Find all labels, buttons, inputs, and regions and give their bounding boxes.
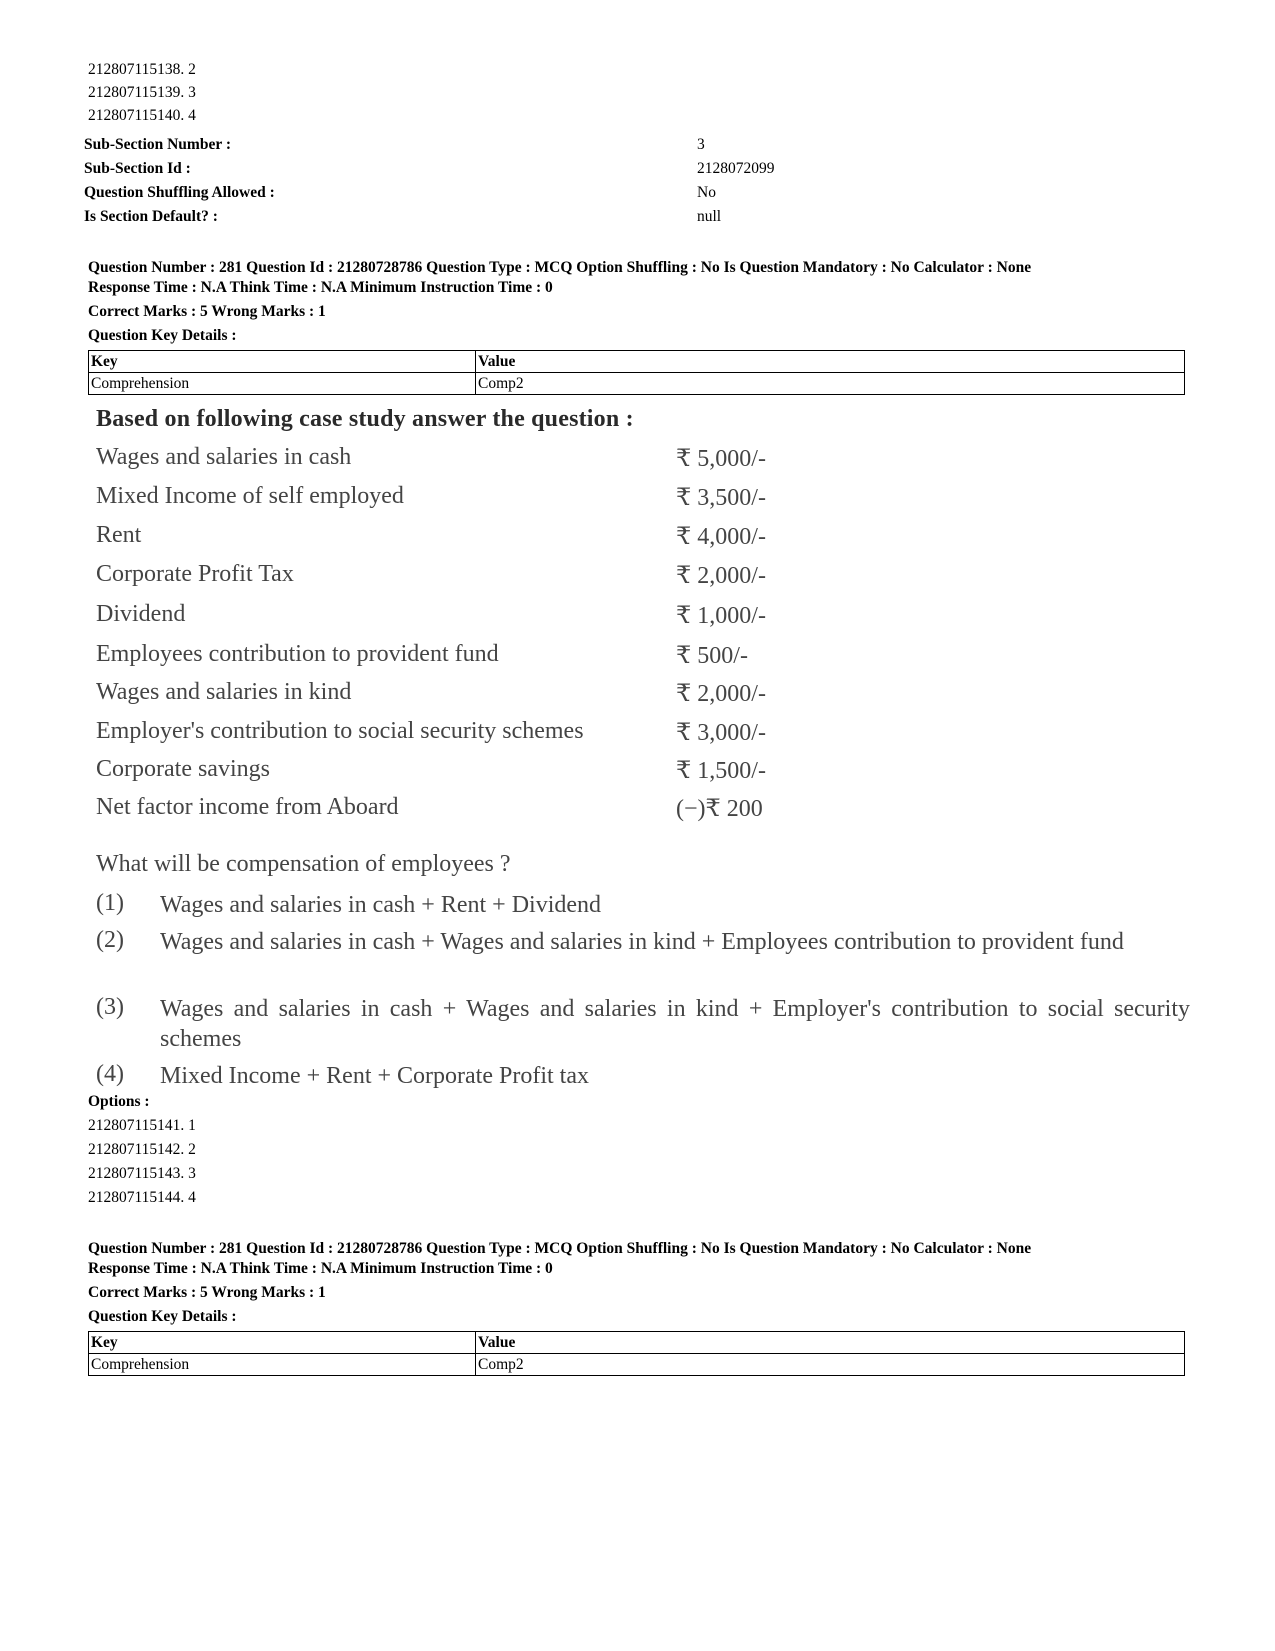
case-item-label: Employees contribution to provident fund [96,641,499,667]
q2-key-table [88,1331,1185,1376]
choice-text: Wages and salaries in cash + Wages and salaries in kind + Employees contribution to provident fund [160,929,1124,955]
section-default-value: null [697,208,722,225]
prev-option-1: 212807115138. 2 [88,61,196,78]
q2-row-key: Comprehension [89,1354,476,1376]
q1-key-table-row [89,373,1185,395]
case-item-amount: ₹ 5,000/- [676,446,766,472]
case-question: What will be compensation of employees ? [96,851,511,877]
case-item-amount: ₹ 2,000/- [676,563,766,589]
q1-value-col: Value [476,351,1185,373]
q2-key-table-header [89,1332,1185,1354]
case-item-label: Employer's contribution to social security schemes [96,718,584,744]
case-item-label: Wages and salaries in cash [96,444,352,470]
case-item-amount: ₹ 3,500/- [676,485,766,511]
case-item-label: Mixed Income of self employed [96,483,404,509]
q2-key-col: Key [89,1332,476,1354]
case-item-label: Corporate Profit Tax [96,561,294,587]
q1-key-table-header [89,351,1185,373]
options-label: Options : [88,1093,150,1110]
option-1: 212807115141. 1 [88,1117,196,1134]
choice-number: (3) [96,994,124,1020]
case-item-amount: ₹ 2,000/- [676,681,766,707]
question-shuffling-label: Question Shuffling Allowed : [84,184,275,201]
choice-text: Wages and salaries in cash + Rent + Dividend [160,892,602,918]
section-default-label: Is Section Default? : [84,208,218,225]
case-item-amount: ₹ 1,000/- [676,603,766,629]
q1-header-line1: Question Number : 281 Question Id : 21280728786 Question Type : MCQ Option Shuffling : No Is Question Mandatory : No Calculator : None [88,259,1032,276]
q1-key-table [88,350,1185,395]
q1-key-details-label: Question Key Details : [88,327,237,344]
q2-row-value: Comp2 [476,1354,1185,1376]
case-item-label: Wages and salaries in kind [96,679,352,705]
q1-marks: Correct Marks : 5 Wrong Marks : 1 [88,303,326,320]
prev-option-2: 212807115139. 3 [88,84,196,101]
case-item-label: Rent [96,522,142,548]
prev-option-3: 212807115140. 4 [88,107,196,124]
case-item-label: Corporate savings [96,756,270,782]
q1-row-key: Comprehension [89,373,476,395]
q2-key-details-label: Question Key Details : [88,1308,237,1325]
case-item-amount: ₹ 1,500/- [676,758,766,784]
q1-header-line2: Response Time : N.A Think Time : N.A Minimum Instruction Time : 0 [88,279,553,296]
q2-marks: Correct Marks : 5 Wrong Marks : 1 [88,1284,326,1301]
q1-row-value: Comp2 [476,373,1185,395]
option-4: 212807115144. 4 [88,1189,196,1206]
subsection-id-label: Sub-Section Id : [84,160,191,177]
case-item-amount: ₹ 4,000/- [676,524,766,550]
q2-key-table-row [89,1354,1185,1376]
subsection-number-label: Sub-Section Number : [84,136,231,153]
choice-text: Wages and salaries in cash + Wages and salaries in kind + Employer's contribution to social security schemes [160,996,1190,1052]
q2-header-line2: Response Time : N.A Think Time : N.A Minimum Instruction Time : 0 [88,1260,553,1277]
case-item-amount: ₹ 500/- [676,643,748,669]
q2-header-line1: Question Number : 281 Question Id : 21280728786 Question Type : MCQ Option Shuffling : No Is Question Mandatory : No Calculator : None [88,1240,1032,1257]
choice-text: Mixed Income + Rent + Corporate Profit tax [160,1063,589,1089]
question-shuffling-value: No [697,184,716,201]
choice-number: (2) [96,927,124,953]
option-3: 212807115143. 3 [88,1165,196,1182]
case-item-amount: ₹ 3,000/- [676,720,766,746]
subsection-id-value: 2128072099 [697,160,775,177]
choice-number: (4) [96,1061,124,1087]
case-item-label: Dividend [96,601,186,627]
choice-number: (1) [96,890,124,916]
q2-value-col: Value [476,1332,1185,1354]
case-item-amount: (−)₹ 200 [676,796,763,822]
case-item-label: Net factor income from Aboard [96,794,399,820]
option-2: 212807115142. 2 [88,1141,196,1158]
subsection-number-value: 3 [697,136,705,153]
q1-key-col: Key [89,351,476,373]
case-study-title: Based on following case study answer the question : [96,406,634,432]
